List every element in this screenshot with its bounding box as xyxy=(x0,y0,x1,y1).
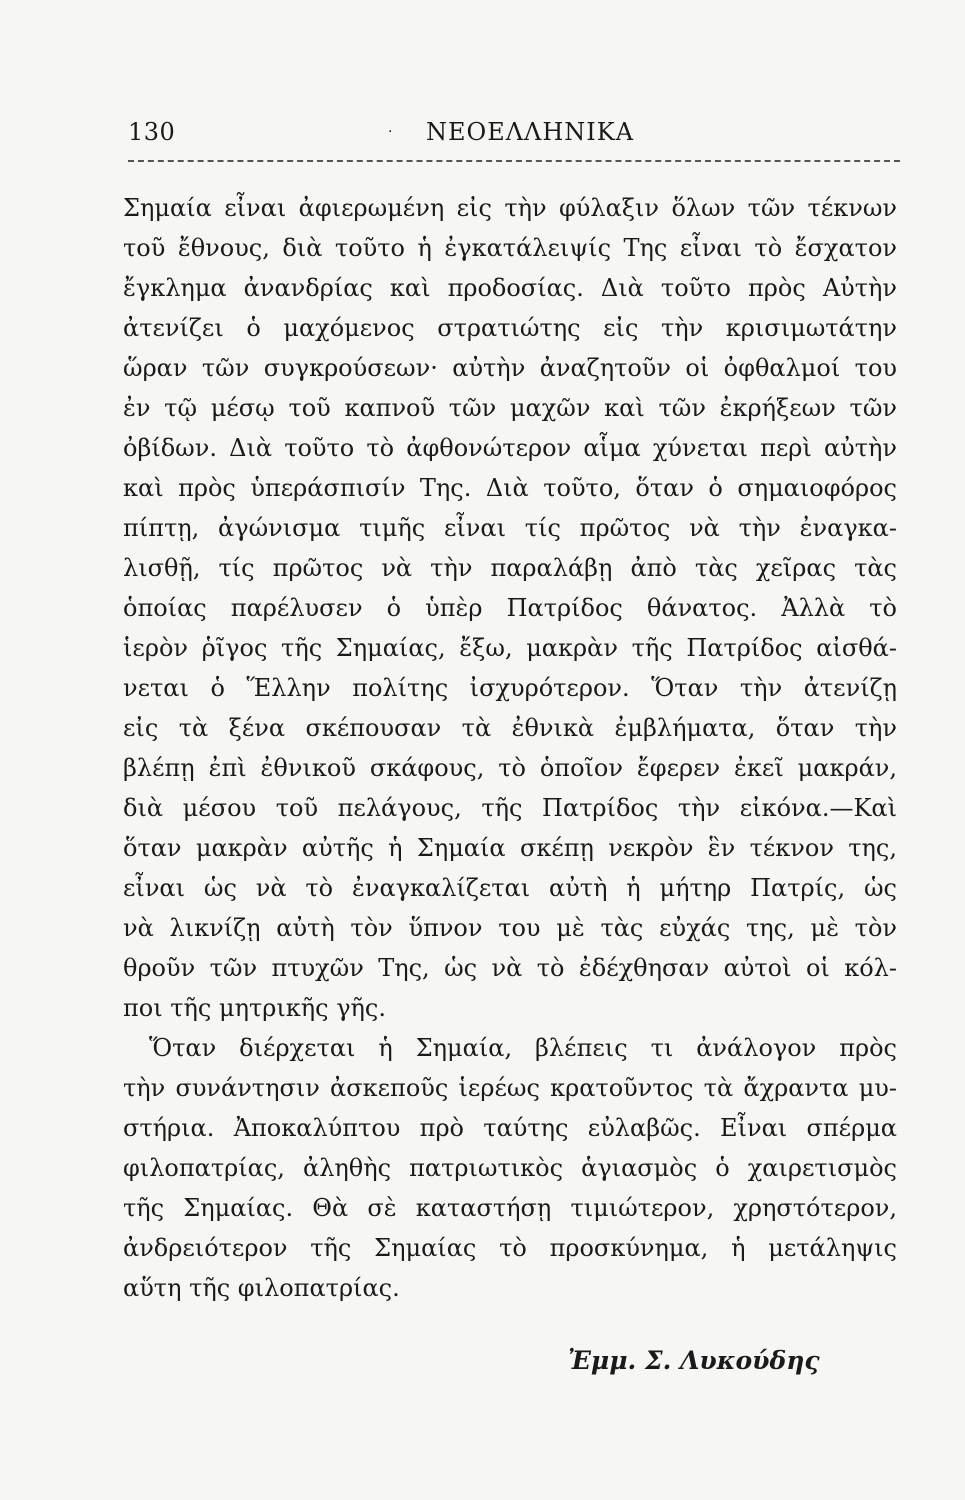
header-dot: · xyxy=(388,124,393,140)
text-line: θροῦν τῶν πτυχῶν Της, ὡς νὰ τὸ ἐδέχθησαν αὐτοὶ οἱ κόλ- xyxy=(123,954,897,982)
text-line: ὀβίδων. Διὰ τοῦτο τὸ ἀφθονώτερον αἷμα χύνεται περὶ αὐτὴν xyxy=(123,434,897,462)
text-line: ἀνδρειότερον τῆς Σημαίας τὸ προσκύνημα, ἡ μετάληψις xyxy=(123,1234,897,1262)
text-line: νεται ὁ Ἕλλην πολίτης ἰσχυρότερον. Ὅταν τὴν ἀτενίζῃ xyxy=(123,674,897,702)
text-line: ἔγκλημα ἀνανδρίας καὶ προδοσίας. Διὰ τοῦτο πρὸς Αὐτὴν xyxy=(123,274,897,302)
text-line: Ὅταν διέρχεται ἡ Σημαία, βλέπεις τι ἀνάλογον πρὸς xyxy=(149,1034,897,1062)
text-line: τὴν συνάντησιν ἀσκεποῦς ἱερέως κρατοῦντος τὰ ἄχραντα μυ- xyxy=(123,1074,897,1102)
author-signature: Ἐμμ. Σ. Λυκούδης xyxy=(568,1346,820,1375)
text-line: τοῦ ἔθνους, διὰ τοῦτο ἡ ἐγκατάλειψίς Της εἶναι τὸ ἔσχατον xyxy=(123,234,897,262)
page-number: 130 xyxy=(128,118,176,146)
text-line: ὥραν τῶν συγκρούσεων· αὐτὴν ἀναζητοῦν οἱ ὀφθαλμοί του xyxy=(123,354,897,382)
text-line: τῆς Σημαίας. Θὰ σὲ καταστήσῃ τιμιώτερον, χρηστότερον, xyxy=(123,1194,897,1222)
text-line: ἀτενίζει ὁ μαχόμενος στρατιώτης εἰς τὴν κρισιμωτάτην xyxy=(123,314,897,342)
text-line: εἰς τὰ ξένα σκέπουσαν τὰ ἐθνικὰ ἐμβλήματα, ὅταν τὴν xyxy=(123,714,897,742)
text-line: ποι τῆς μητρικῆς γῆς. xyxy=(123,994,387,1022)
text-line: διὰ μέσου τοῦ πελάγους, τῆς Πατρίδος τὴν εἰκόνα.—Καὶ xyxy=(123,794,897,822)
body-text xyxy=(123,188,897,1308)
text-line: ἐν τῷ μέσῳ τοῦ καπνοῦ τῶν μαχῶν καὶ τῶν ἐκρήξεων τῶν xyxy=(123,394,897,422)
text-line: νὰ λικνίζῃ αὐτὴ τὸν ὕπνον του μὲ τὰς εὐχάς της, μὲ τὸν xyxy=(123,914,897,942)
running-title: ΝΕΟΕΛΛΗΝΙΚΑ xyxy=(426,118,635,146)
text-line: πίπτῃ, ἀγώνισμα τιμῆς εἶναι τίς πρῶτος νὰ τὴν ἐναγκα- xyxy=(123,514,897,542)
text-line: καὶ πρὸς ὑπεράσπισίν Της. Διὰ τοῦτο, ὅταν ὁ σημαιοφόρος xyxy=(123,474,897,502)
text-line: φιλοπατρίας, ἀληθὴς πατριωτικὸς ἁγιασμὸς ὁ χαιρετισμὸς xyxy=(123,1154,897,1182)
text-line: αὕτη τῆς φιλοπατρίας. xyxy=(123,1274,400,1302)
text-line: εἶναι ὡς νὰ τὸ ἐναγκαλίζεται αὐτὴ ἡ μήτηρ Πατρίς, ὡς xyxy=(123,874,897,902)
text-line: βλέπῃ ἐπὶ ἐθνικοῦ σκάφους, τὸ ὁποῖον ἔφερεν ἐκεῖ μακράν, xyxy=(123,754,897,782)
page-header xyxy=(128,112,900,156)
text-line: λισθῇ, τίς πρῶτος νὰ τὴν παραλάβῃ ἀπὸ τὰς χεῖρας τὰς xyxy=(123,554,897,582)
text-line: ὅταν μακρὰν αὐτῆς ἡ Σημαία σκέπῃ νεκρὸν ἓν τέκνον της, xyxy=(123,834,897,862)
text-line: Σημαία εἶναι ἀφιερωμένη εἰς τὴν φύλαξιν ὅλων τῶν τέκνων xyxy=(123,194,897,222)
text-line: στήρια. Ἀποκαλύπτου πρὸ ταύτης εὐλαβῶς. Εἶναι σπέρμα xyxy=(123,1114,897,1142)
text-line: ἱερὸν ῥῖγος τῆς Σημαίας, ἔξω, μακρὰν τῆς Πατρίδος αἰσθά- xyxy=(123,634,897,662)
text-line: ὁποίας παρέλυσεν ὁ ὑπὲρ Πατρίδος θάνατος. Ἀλλὰ τὸ xyxy=(123,594,897,622)
header-rule xyxy=(128,160,900,162)
